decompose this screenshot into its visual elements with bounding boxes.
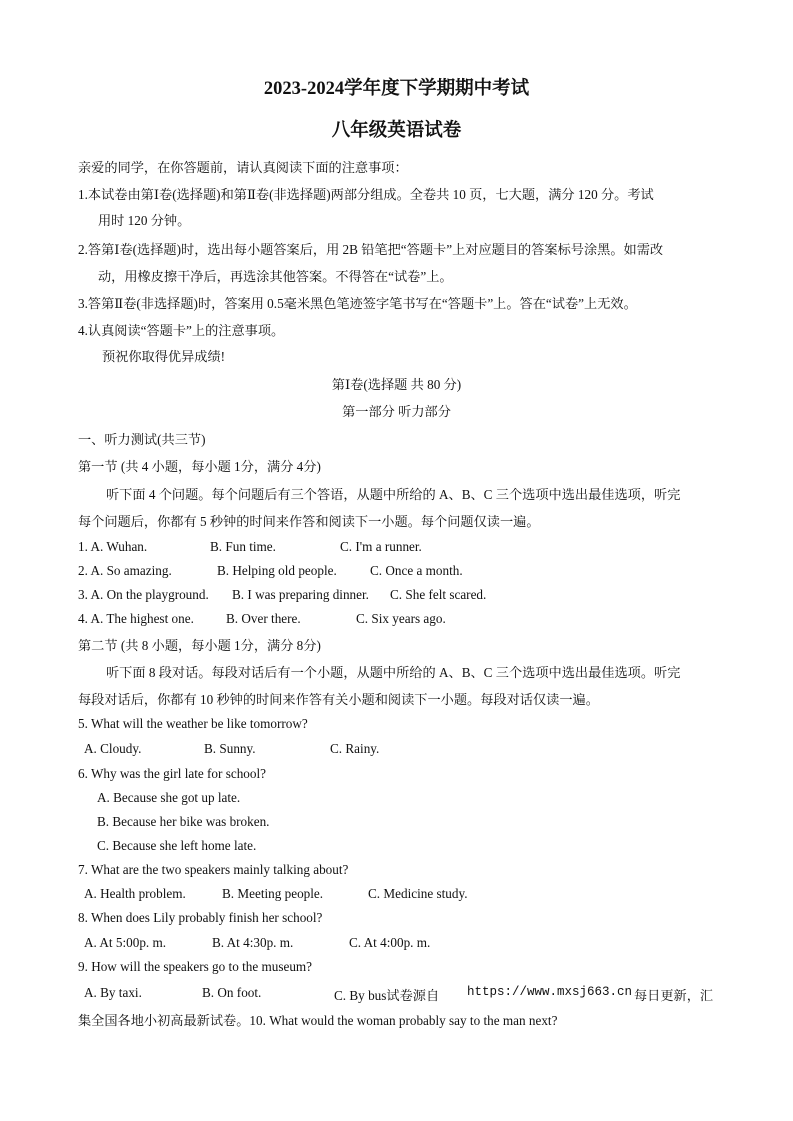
- notice-wish: 预祝你取得优异成绩!: [102, 349, 226, 364]
- q4-option-b: B. Over there.: [226, 611, 301, 626]
- q8-option-a: A. At 5:00p. m.: [84, 935, 167, 950]
- q5-option-c: C. Rainy.: [330, 741, 380, 756]
- q9-option-a: A. By taxi.: [84, 985, 142, 1000]
- notice-item-1: 1.本试卷由第Ⅰ卷(选择题)和第Ⅱ卷(非选择题)两部分组成。全卷共 10 页，七大题，满分 120 分。考试: [78, 187, 654, 202]
- q1-option-b: B. Fun time.: [210, 539, 276, 554]
- exam-subtitle: 八年级英语试卷: [331, 121, 462, 141]
- q3-option-a: 3. A. On the playground.: [78, 587, 209, 602]
- notice-item-4: 4.认真阅读“答题卡”上的注意事项。: [78, 323, 285, 338]
- subsection-1-heading: 第一节 (共 4 小题，每小题 1分，满分 4分): [78, 459, 321, 474]
- notice-item-3: 3.答第Ⅱ卷(非选择题)时，答案用 0.5毫米黑色笔迹签字笔书写在“答题卡”上。答在“试卷”上无效。: [78, 296, 637, 311]
- q3-option-c: C. She felt scared.: [390, 587, 487, 602]
- q4-option-c: C. Six years ago.: [356, 611, 446, 626]
- notice-item-1-cont: 用时 120 分钟。: [98, 213, 191, 228]
- subsection-1-instructions-cont: 每个问题后，你都有 5 秒钟的时间来作答和阅读下一小题。每个问题仅读一遍。: [78, 514, 540, 529]
- section-heading: 一、听力测试(共三节): [78, 432, 206, 447]
- q9-option-b: B. On foot.: [202, 985, 262, 1000]
- source-url: https://www.mxsj663.cn: [467, 985, 633, 999]
- q8-option-b: B. At 4:30p. m.: [212, 935, 294, 950]
- q7-option-a: A. Health problem.: [84, 886, 186, 901]
- q5-stem: 5. What will the weather be like tomorrow?: [78, 716, 308, 731]
- volume-heading: 第Ⅰ卷(选择题 共 80 分): [331, 377, 462, 392]
- q8-stem: 8. When does Lily probably finish her school?: [78, 910, 323, 925]
- notice-greeting: 亲爱的同学，在你答题前，请认真阅读下面的注意事项：: [78, 160, 408, 175]
- subsection-1-instructions: 听下面 4 个问题。每个问题后有三个答语，从题中所给的 A、B、C 三个选项中选出最佳选项，听完: [106, 487, 681, 502]
- q8-option-c: C. At 4:00p. m.: [349, 935, 431, 950]
- q7-stem: 7. What are the two speakers mainly talking about?: [78, 862, 349, 877]
- subsection-2-instructions-cont: 每段对话后，你都有 10 秒钟的时间来作答有关小题和阅读下一小题。每段对话仅读一遍。: [78, 692, 599, 707]
- q6-option-c: C. Because she left home late.: [97, 838, 257, 853]
- subsection-2-heading: 第二节 (共 8 小题，每小题 1分，满分 8分): [78, 638, 321, 653]
- notice-item-2: 2.答第Ⅰ卷(选择题)时，选出每小题答案后，用 2B 铅笔把“答题卡”上对应题目的答案标号涂黑。如需改: [78, 242, 664, 257]
- q9-stem: 9. How will the speakers go to the museum?: [78, 959, 313, 974]
- exam-title: 2023-2024学年度下学期期中考试: [263, 79, 530, 99]
- q2-option-b: B. Helping old people.: [217, 563, 337, 578]
- q5-option-b: B. Sunny.: [204, 741, 256, 756]
- q5-option-a: A. Cloudy.: [84, 741, 142, 756]
- part-heading: 第一部分 听力部分: [342, 404, 451, 419]
- q7-option-b: B. Meeting people.: [222, 886, 324, 901]
- q6-stem: 6. Why was the girl late for school?: [78, 766, 266, 781]
- notice-item-2-cont: 动，用橡皮擦干净后，再选涂其他答案。不得答在“试卷”上。: [98, 269, 453, 284]
- q6-option-b: B. Because her bike was broken.: [97, 814, 270, 829]
- q2-option-a: 2. A. So amazing.: [78, 563, 172, 578]
- q9-option-c: C. By bus试卷源自: [334, 988, 440, 1003]
- question-10-line: 集全国各地小初高最新试卷。10. What would the woman probably say to the man next?: [78, 1013, 558, 1028]
- q1-option-c: C. I'm a runner.: [340, 539, 422, 554]
- q4-option-a: 4. A. The highest one.: [78, 611, 194, 626]
- q6-option-a: A. Because she got up late.: [97, 790, 241, 805]
- q7-option-c: C. Medicine study.: [368, 886, 468, 901]
- q9-line-tail: 每日更新，汇: [634, 988, 714, 1003]
- q1-option-a: 1. A. Wuhan.: [78, 539, 148, 554]
- q2-option-c: C. Once a month.: [370, 563, 463, 578]
- q3-option-b: B. I was preparing dinner.: [232, 587, 369, 602]
- subsection-2-instructions: 听下面 8 段对话。每段对话后有一个小题，从题中所给的 A、B、C 三个选项中选出最佳选项。听完: [106, 665, 681, 680]
